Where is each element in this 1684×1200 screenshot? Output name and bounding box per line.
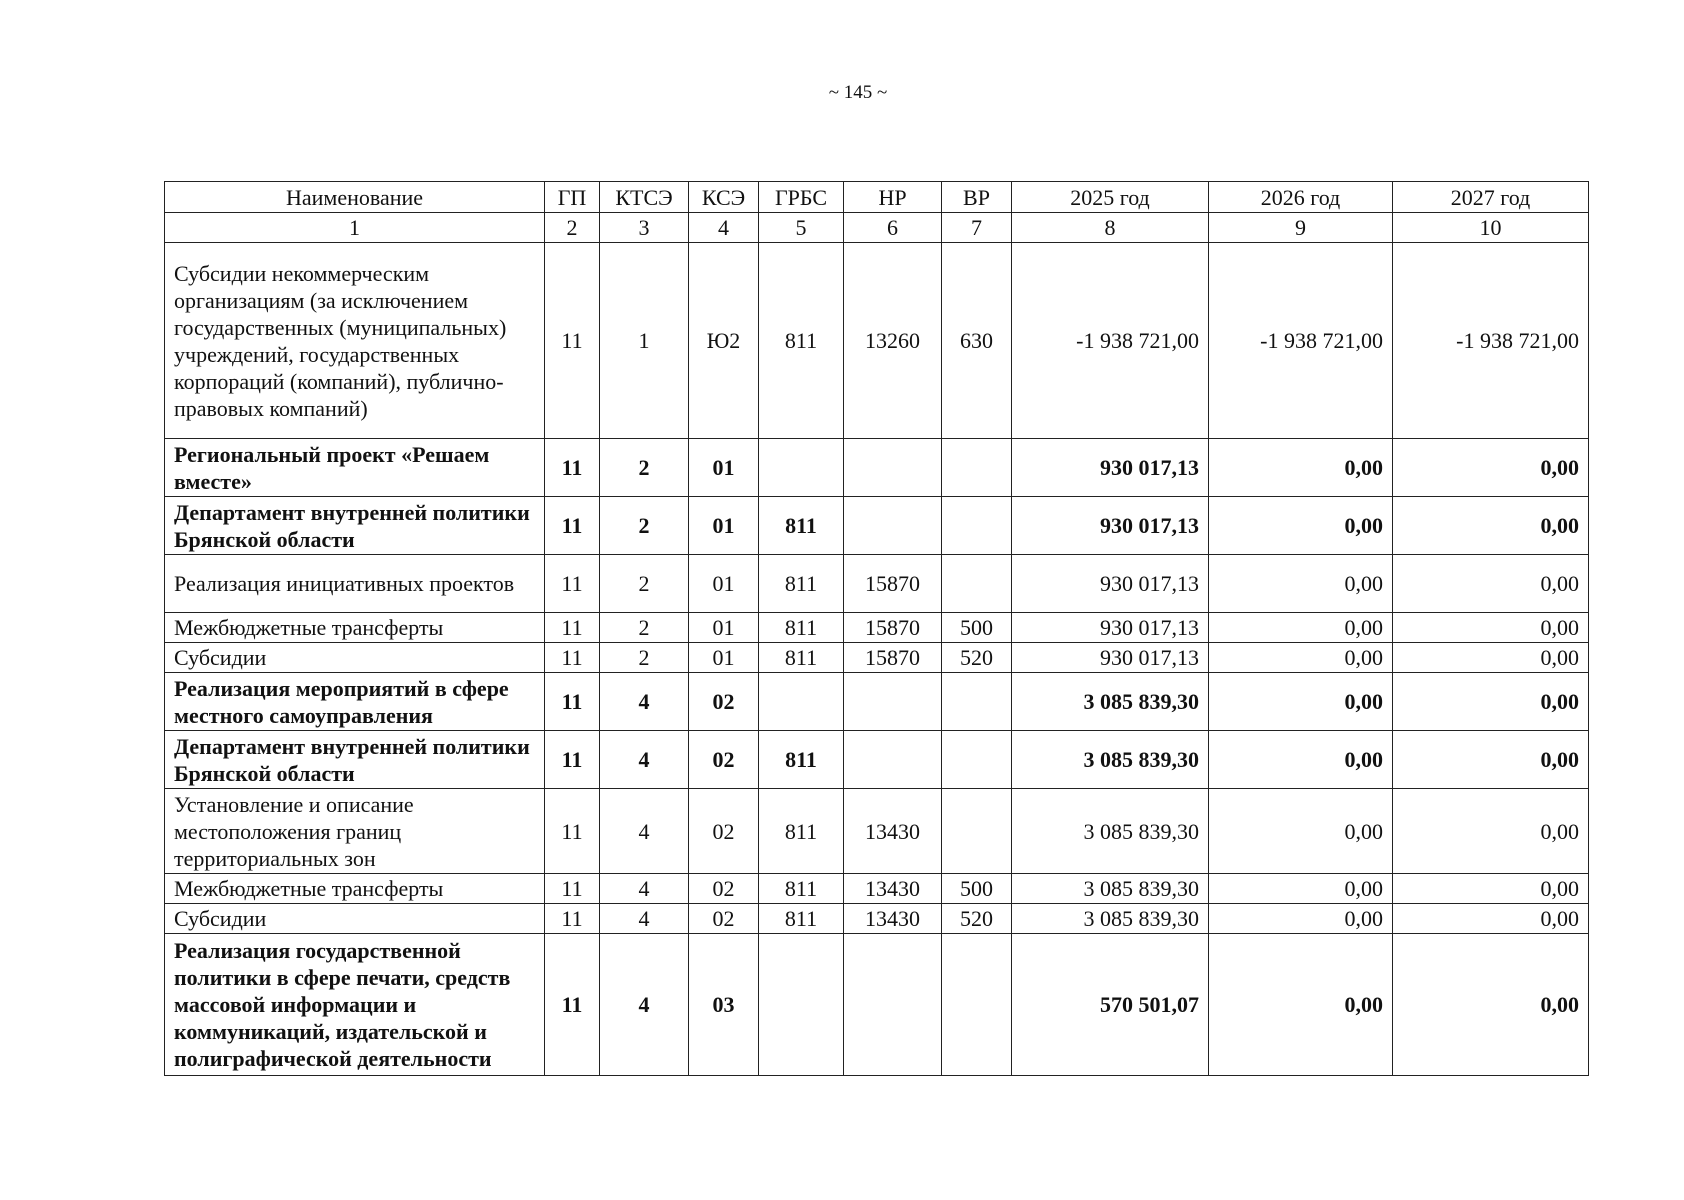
cell-2027: 0,00: [1393, 555, 1589, 613]
cell-2026: 0,00: [1209, 934, 1393, 1076]
cell-name: Департамент внутренней политики Брянской области: [165, 731, 545, 789]
cell-2027: 0,00: [1393, 934, 1589, 1076]
cell-nr: 13260: [844, 243, 942, 439]
cell-2026: 0,00: [1209, 789, 1393, 874]
cell-ktse: 4: [600, 673, 689, 731]
cell-ktse: 4: [600, 789, 689, 874]
cell-vr: [942, 731, 1012, 789]
cell-kse: 01: [689, 555, 759, 613]
cell-nr: [844, 673, 942, 731]
header-name: Наименование: [165, 182, 545, 213]
cell-gp: 11: [545, 874, 600, 904]
cell-kse: 01: [689, 439, 759, 497]
cell-vr: 520: [942, 904, 1012, 934]
column-number: 8: [1012, 213, 1209, 243]
cell-ktse: 1: [600, 243, 689, 439]
cell-2027: 0,00: [1393, 874, 1589, 904]
cell-name: Установление и описание местоположения границ территориальных зон: [165, 789, 545, 874]
table-row: [165, 497, 1589, 555]
cell-vr: [942, 934, 1012, 1076]
table-row: [165, 731, 1589, 789]
cell-vr: 520: [942, 643, 1012, 673]
cell-grbs: 811: [759, 243, 844, 439]
cell-2027: -1 938 721,00: [1393, 243, 1589, 439]
header-kse: КСЭ: [689, 182, 759, 213]
cell-kse: 03: [689, 934, 759, 1076]
cell-2026: 0,00: [1209, 439, 1393, 497]
cell-name: Субсидии: [165, 643, 545, 673]
page-number: ~ 145 ~: [828, 82, 888, 103]
cell-2025: 930 017,13: [1012, 497, 1209, 555]
cell-name: Субсидии: [165, 904, 545, 934]
cell-ktse: 4: [600, 731, 689, 789]
cell-name: Межбюджетные трансферты: [165, 874, 545, 904]
cell-kse: 01: [689, 613, 759, 643]
table-row: [165, 613, 1589, 643]
cell-gp: 11: [545, 643, 600, 673]
column-number: 4: [689, 213, 759, 243]
cell-grbs: 811: [759, 789, 844, 874]
cell-2025: -1 938 721,00: [1012, 243, 1209, 439]
column-number-row: [165, 213, 1589, 243]
table-row: [165, 555, 1589, 613]
header-2027: 2027 год: [1393, 182, 1589, 213]
cell-2025: 570 501,07: [1012, 934, 1209, 1076]
header-grbs: ГРБС: [759, 182, 844, 213]
cell-2026: 0,00: [1209, 643, 1393, 673]
header-2026: 2026 год: [1209, 182, 1393, 213]
cell-name: Межбюджетные трансферты: [165, 613, 545, 643]
cell-ktse: 2: [600, 643, 689, 673]
cell-kse: 02: [689, 789, 759, 874]
cell-vr: 500: [942, 613, 1012, 643]
cell-gp: 11: [545, 613, 600, 643]
column-number: 6: [844, 213, 942, 243]
table-row: [165, 934, 1589, 1076]
column-number: 2: [545, 213, 600, 243]
cell-nr: 13430: [844, 789, 942, 874]
table-row: [165, 789, 1589, 874]
cell-2026: 0,00: [1209, 731, 1393, 789]
cell-2025: 3 085 839,30: [1012, 789, 1209, 874]
cell-2025: 3 085 839,30: [1012, 673, 1209, 731]
cell-2027: 0,00: [1393, 673, 1589, 731]
header-row: [165, 182, 1589, 213]
cell-nr: 13430: [844, 904, 942, 934]
cell-ktse: 2: [600, 439, 689, 497]
cell-grbs: [759, 934, 844, 1076]
cell-vr: 500: [942, 874, 1012, 904]
cell-2027: 0,00: [1393, 613, 1589, 643]
table-row: [165, 904, 1589, 934]
cell-nr: 15870: [844, 643, 942, 673]
cell-grbs: 811: [759, 874, 844, 904]
cell-2027: 0,00: [1393, 731, 1589, 789]
cell-grbs: 811: [759, 904, 844, 934]
cell-kse: Ю2: [689, 243, 759, 439]
cell-nr: 15870: [844, 613, 942, 643]
cell-2026: 0,00: [1209, 497, 1393, 555]
cell-gp: 11: [545, 555, 600, 613]
cell-grbs: 811: [759, 613, 844, 643]
cell-vr: [942, 555, 1012, 613]
cell-2025: 930 017,13: [1012, 613, 1209, 643]
cell-gp: 11: [545, 673, 600, 731]
cell-gp: 11: [545, 789, 600, 874]
cell-2025: 3 085 839,30: [1012, 731, 1209, 789]
cell-grbs: [759, 439, 844, 497]
cell-grbs: [759, 673, 844, 731]
cell-vr: [942, 439, 1012, 497]
cell-nr: [844, 497, 942, 555]
cell-gp: 11: [545, 439, 600, 497]
cell-name: Региональный проект «Решаем вместе»: [165, 439, 545, 497]
cell-2027: 0,00: [1393, 789, 1589, 874]
table-row: [165, 874, 1589, 904]
cell-kse: 01: [689, 497, 759, 555]
cell-ktse: 2: [600, 613, 689, 643]
cell-2027: 0,00: [1393, 439, 1589, 497]
header-nr: НР: [844, 182, 942, 213]
cell-gp: 11: [545, 904, 600, 934]
column-number: 10: [1393, 213, 1589, 243]
cell-ktse: 4: [600, 874, 689, 904]
header-ktse: КТСЭ: [600, 182, 689, 213]
cell-nr: [844, 731, 942, 789]
table-body: [165, 213, 1589, 1076]
cell-ktse: 2: [600, 555, 689, 613]
cell-2025: 930 017,13: [1012, 643, 1209, 673]
cell-kse: 02: [689, 904, 759, 934]
cell-2025: 930 017,13: [1012, 439, 1209, 497]
cell-vr: [942, 497, 1012, 555]
column-number: 3: [600, 213, 689, 243]
column-number: 7: [942, 213, 1012, 243]
cell-gp: 11: [545, 497, 600, 555]
cell-kse: 01: [689, 643, 759, 673]
cell-name: Департамент внутренней политики Брянской области: [165, 497, 545, 555]
cell-ktse: 4: [600, 904, 689, 934]
header-2025: 2025 год: [1012, 182, 1209, 213]
cell-gp: 11: [545, 243, 600, 439]
cell-2026: -1 938 721,00: [1209, 243, 1393, 439]
header-vr: ВР: [942, 182, 1012, 213]
cell-vr: [942, 789, 1012, 874]
cell-2026: 0,00: [1209, 555, 1393, 613]
cell-kse: 02: [689, 731, 759, 789]
cell-gp: 11: [545, 731, 600, 789]
header-gp: ГП: [545, 182, 600, 213]
cell-name: Реализация инициативных проектов: [165, 555, 545, 613]
cell-2025: 3 085 839,30: [1012, 904, 1209, 934]
cell-name: Реализация мероприятий в сфере местного самоуправления: [165, 673, 545, 731]
cell-ktse: 4: [600, 934, 689, 1076]
table-row: [165, 643, 1589, 673]
cell-2027: 0,00: [1393, 904, 1589, 934]
cell-2026: 0,00: [1209, 904, 1393, 934]
cell-grbs: 811: [759, 497, 844, 555]
cell-kse: 02: [689, 874, 759, 904]
cell-2027: 0,00: [1393, 643, 1589, 673]
cell-kse: 02: [689, 673, 759, 731]
cell-name: Реализация государственной политики в сфере печати, средств массовой информации и коммуникаций, издательской и полиграфической деятельности: [165, 934, 545, 1076]
cell-vr: [942, 673, 1012, 731]
cell-2025: 930 017,13: [1012, 555, 1209, 613]
column-number: 1: [165, 213, 545, 243]
cell-grbs: 811: [759, 731, 844, 789]
table-row: [165, 673, 1589, 731]
cell-2027: 0,00: [1393, 497, 1589, 555]
cell-2025: 3 085 839,30: [1012, 874, 1209, 904]
cell-2026: 0,00: [1209, 673, 1393, 731]
cell-grbs: 811: [759, 555, 844, 613]
column-number: 9: [1209, 213, 1393, 243]
table-row: [165, 439, 1589, 497]
budget-table: [164, 181, 1589, 1076]
cell-ktse: 2: [600, 497, 689, 555]
cell-grbs: 811: [759, 643, 844, 673]
cell-vr: 630: [942, 243, 1012, 439]
cell-nr: 15870: [844, 555, 942, 613]
cell-name: Субсидии некоммерческим организациям (за исключением государственных (муниципальных) учреждений, государственных корпораций (компаний), публично-правовых компаний): [165, 243, 545, 439]
cell-2026: 0,00: [1209, 874, 1393, 904]
column-number: 5: [759, 213, 844, 243]
table-row: [165, 243, 1589, 439]
cell-nr: [844, 439, 942, 497]
cell-gp: 11: [545, 934, 600, 1076]
cell-nr: [844, 934, 942, 1076]
cell-nr: 13430: [844, 874, 942, 904]
cell-2026: 0,00: [1209, 613, 1393, 643]
